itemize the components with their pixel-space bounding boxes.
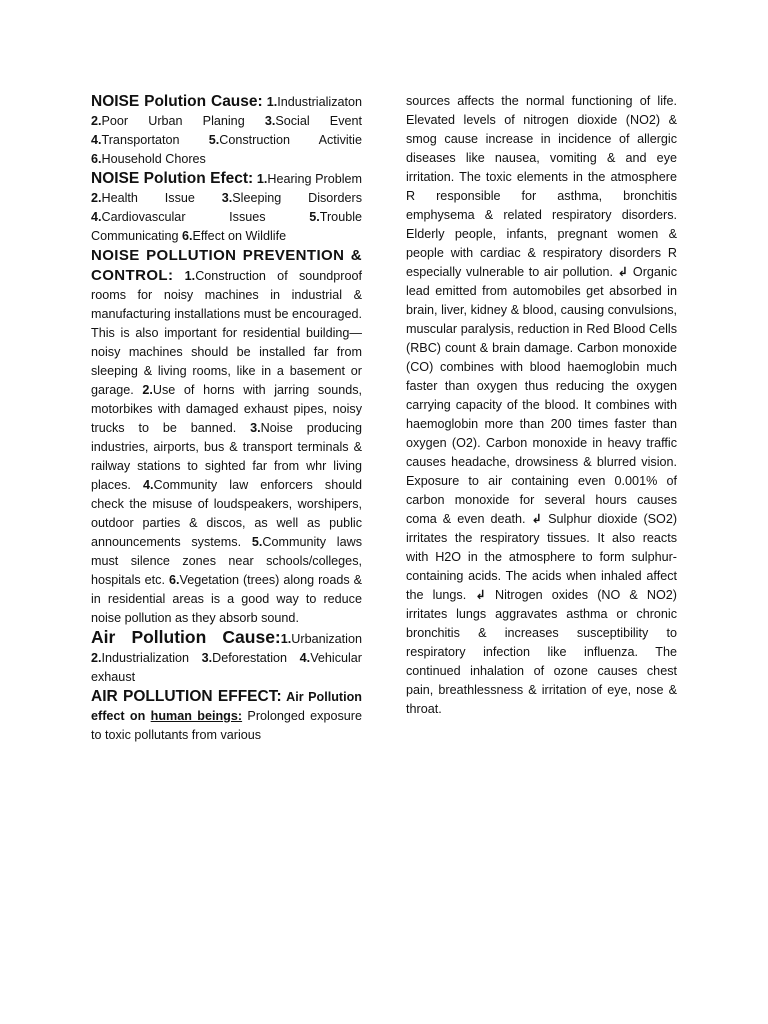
- air-effect-continued: [406, 92, 677, 719]
- list-item: Poor Urban Planing: [101, 114, 245, 128]
- list-item: Effect on Wildlife: [192, 229, 287, 243]
- noise-cause-heading: NOISE Polution Cause:: [91, 93, 263, 110]
- item-number: 4.: [91, 210, 102, 224]
- list-item: Household Chores: [101, 152, 206, 166]
- paragraph: Nitrogen oxides (NO & NO2) irritates lungs aggravates asthma or chronic bronchitis & increases susceptibility to respiratory infection like influenza. The continued inhalation of ozone causes chest pain, breathlessness & irritation of eye, nose & throat.: [406, 588, 677, 716]
- list-item: Vehicular exhaust: [91, 651, 362, 684]
- noise-effect-section: [91, 169, 362, 246]
- list-item: Health Issue: [101, 191, 195, 205]
- noise-prevention-section: [91, 246, 362, 628]
- return-arrow-icon: ↲: [475, 588, 486, 602]
- list-item: Hearing Problem: [267, 172, 363, 186]
- item-number: 1.: [184, 269, 196, 283]
- item-number: 2.: [91, 191, 102, 205]
- paragraph: Vegetation (trees) along roads & in residential areas is a good way to reduce noise pollution as they absorb sound.: [91, 573, 363, 625]
- item-number: 2.: [142, 383, 153, 397]
- paragraph: Community law enforcers should check the misuse of loudspeakers, worshipers, outdoor parties & discos, as well as public announcements systems.: [91, 478, 363, 549]
- right-column: [406, 92, 677, 719]
- list-item: Transportaton: [101, 133, 180, 147]
- list-item: Sleeping Disorders: [232, 191, 363, 205]
- noise-cause-section: [91, 92, 362, 169]
- left-column: [91, 92, 362, 745]
- item-number: 5.: [309, 210, 320, 224]
- item-number: 5.: [251, 535, 263, 549]
- item-number: 6.: [91, 152, 102, 166]
- paragraph: Sulphur dioxide (SO2) irritates the respiratory tissues. It also reacts with H2O in the atmosphere to form sulphur-containing acids. The acids when inhaled affect the lungs.: [406, 512, 678, 602]
- subheading: Air Pollution effect on: [91, 690, 362, 723]
- noise-prevention-heading: NOISE POLLUTION PREVENTION & CONTROL:: [91, 247, 362, 284]
- subheading-underlined: human beings:: [150, 709, 243, 723]
- air-effect-heading: AIR POLLUTION EFFECT:: [91, 688, 282, 705]
- paragraph: Noise producing industries, airports, bus & transport terminals & railway stations to sighted far from whr living places.: [91, 421, 363, 492]
- noise-effect-heading: NOISE Polution Efect:: [91, 170, 254, 187]
- air-cause-section: [91, 628, 362, 687]
- item-number: 6.: [182, 229, 193, 243]
- air-effect-section: [91, 687, 362, 745]
- paragraph: sources affects the normal functioning of life. Elevated levels of nitrogen dioxide (NO2) & smog cause increase in incidence of allergic diseases like nausea, vomiting & and eye irritation. The toxic elements in the atmosphere R responsible for asthma, bronchitis emphysema & related respiratory disorders. Elderly people, infants, pregnant women & people with cardiac & respiratory disorders R especially vulnerable to air pollution.: [406, 94, 677, 279]
- air-cause-heading: Air Pollution Cause:: [91, 627, 281, 647]
- list-item: Social Event: [275, 114, 362, 128]
- paragraph: Organic lead emitted from automobiles get absorbed in brain, liver, kidney & blood, causing convulsions, muscular paralysis, reduction in Red Blood Cells (RBC) count & brain damage. Carbon monoxide (CO) combines with blood haemoglobin much faster than oxygen thus reducing the oxygen carrying capacity of the blood. It combines with haemoglobin more than 200 times faster than oxygen (O2). Carbon monoxide in heavy traffic causes headache, drowsiness & blurred vision. Exposure to air containing even 0.001% of carbon monoxide for several hours causes coma & even death.: [406, 265, 678, 526]
- list-item: Construction Activitie: [219, 133, 362, 147]
- item-number: 3.: [264, 114, 276, 128]
- paragraph: Construction of soundproof rooms for noisy machines in industrial & manufacturing installations must be encouraged. This is also important for residential building—noisy machines should be installed far from sleeping & living rooms, like in a basement or garage.: [91, 269, 363, 397]
- paragraph: Use of horns with jarring sounds, motorbikes with damaged exhaust pipes, noisy trucks to be banned.: [91, 383, 363, 435]
- list-item: Trouble Communicating: [91, 210, 362, 243]
- list-item: Industrialization: [101, 651, 190, 665]
- list-item: Urbanization: [291, 632, 362, 646]
- item-number: 2.: [91, 114, 102, 128]
- item-number: 1.: [266, 95, 278, 109]
- return-arrow-icon: ↲: [617, 265, 629, 279]
- item-number: 4.: [299, 651, 311, 665]
- item-number: 4.: [143, 478, 154, 492]
- item-number: 5.: [208, 133, 220, 147]
- list-item: Industrializaton: [277, 95, 363, 109]
- item-number: 1.: [280, 632, 292, 646]
- item-number: 6.: [168, 573, 180, 587]
- item-number: 1.: [256, 172, 268, 186]
- item-number: 3.: [250, 421, 261, 435]
- return-arrow-icon: ↲: [531, 512, 543, 526]
- paragraph: Prolonged exposure to toxic pollutants from various: [91, 709, 362, 742]
- item-number: 3.: [221, 191, 233, 205]
- list-item: Deforestation: [212, 651, 288, 665]
- item-number: 3.: [201, 651, 213, 665]
- list-item: Cardiovascular Issues: [101, 210, 266, 224]
- item-number: 2.: [91, 651, 102, 665]
- item-number: 4.: [91, 133, 102, 147]
- paragraph: Community laws must silence zones near schools/colleges, hospitals etc.: [91, 535, 362, 587]
